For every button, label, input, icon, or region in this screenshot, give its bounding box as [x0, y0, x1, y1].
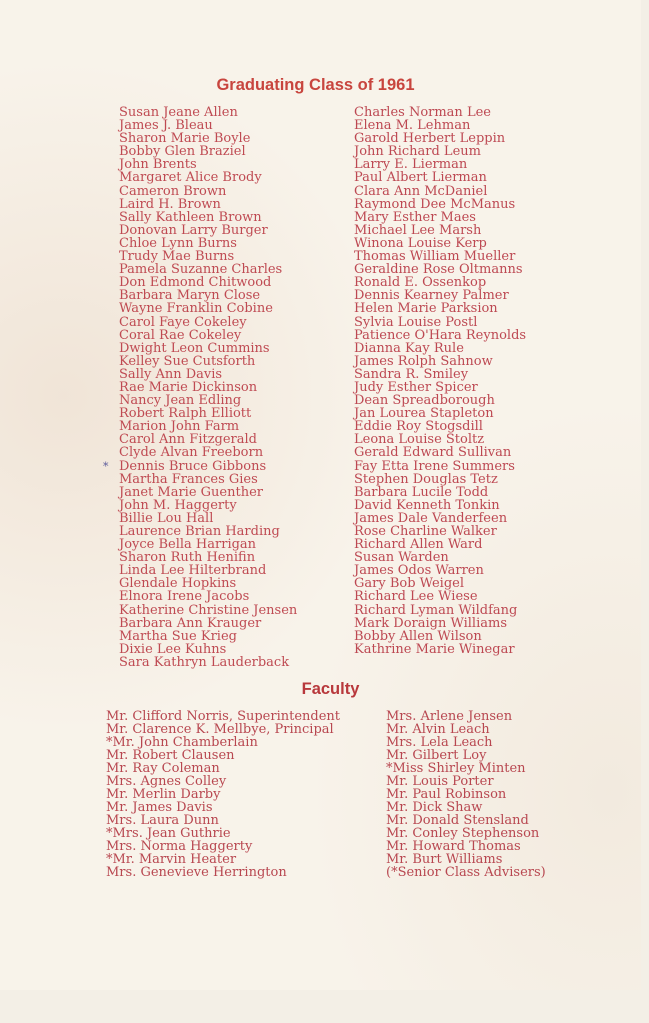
faculty-name: Mr. Clarence K. Mellbye, Principal	[106, 722, 334, 737]
graduate-name: Gerald Edward Sullivan	[354, 445, 512, 461]
graduate-name: Rose Charline Walker	[354, 524, 497, 539]
graduate-name: Carol Faye Cokeley	[119, 314, 247, 330]
graduate-name: Sharon Ruth Henifin	[119, 550, 256, 566]
graduate-name: Leona Louise Stoltz	[354, 432, 485, 448]
graduate-name: Dennis Kearney Palmer	[354, 288, 509, 304]
faculty-name: *Mrs. Jean Guthrie	[106, 826, 231, 841]
graduate-name: Carol Ann Fitzgerald	[119, 432, 258, 448]
faculty-name: Mr. Alvin Leach	[386, 722, 490, 737]
graduate-name: Coral Rae Cokeley	[119, 327, 242, 343]
graduate-name: Barbara Ann Krauger	[119, 615, 262, 631]
faculty-name: Mr. Clifford Norris, Superintendent	[106, 709, 341, 724]
faculty-name: Mr. Robert Clausen	[106, 748, 235, 763]
graduate-name: James Odos Warren	[354, 563, 484, 579]
graduate-name: Bobby Glen Braziel	[119, 144, 246, 160]
graduate-name: John Richard Leum	[354, 144, 481, 160]
graduate-name: Susan Jeane Allen	[119, 105, 238, 120]
graduate-name: Clara Ann McDaniel	[354, 183, 488, 199]
faculty-name: Mr. Ray Coleman	[106, 761, 220, 776]
faculty-name: Mr. Paul Robinson	[386, 787, 507, 802]
graduate-name: Margaret Alice Brody	[119, 170, 262, 186]
graduate-name: Elena M. Lehman	[354, 118, 471, 134]
graduate-name: Sara Kathryn Lauderback	[119, 654, 290, 670]
faculty-name: Mr. Howard Thomas	[386, 839, 521, 854]
graduate-name: Marion John Farm	[119, 419, 240, 435]
graduate-name: Judy Esther Spicer	[354, 379, 478, 395]
graduate-name: Chloe Lynn Burns	[119, 235, 237, 251]
graduate-name: Richard Lyman Wildfang	[354, 602, 518, 618]
graduate-name: Barbara Maryn Close	[119, 288, 261, 304]
graduate-name: Fay Etta Irene Summers	[354, 458, 515, 474]
graduate-name: Geraldine Rose Oltmanns	[354, 262, 523, 278]
graduate-name: Dianna Kay Rule	[354, 340, 464, 356]
graduate-name-text: Dennis Bruce Gibbons	[119, 458, 267, 474]
graduate-name: Susan Warden	[354, 550, 449, 566]
graduate-name: Richard Lee Wiese	[354, 589, 478, 605]
graduate-name: Raymond Dee McManus	[354, 196, 516, 212]
graduate-name: Dixie Lee Kuhns	[119, 641, 227, 657]
graduate-name: John Brents	[119, 157, 197, 173]
graduate-name: Don Edmond Chitwood	[119, 275, 272, 291]
graduate-name: Wayne Franklin Cobine	[119, 301, 273, 317]
faculty-name: Mr. Louis Porter	[386, 774, 494, 789]
graduate-name: James Dale Vanderfeen	[354, 510, 508, 526]
graduate-name: James J. Bleau	[119, 118, 213, 134]
graduates-list-right	[354, 106, 526, 656]
graduate-name: Kathrine Marie Winegar	[354, 641, 515, 657]
faculty-name: Mr. Gilbert Loy	[386, 748, 487, 763]
graduate-name: Cameron Brown	[119, 183, 227, 199]
graduate-name: Dwight Leon Cummins	[119, 340, 270, 356]
faculty-name: Mrs. Agnes Colley	[106, 774, 227, 789]
graduate-name: Pamela Suzanne Charles	[119, 262, 283, 278]
graduate-name: Sharon Marie Boyle	[119, 131, 251, 147]
margin-asterisk-mark: *	[103, 459, 109, 473]
faculty-list-right	[386, 710, 546, 879]
graduate-name: Trudy Mae Burns	[119, 249, 235, 265]
faculty-name: Mrs. Lela Leach	[386, 735, 493, 750]
faculty-name: *Mr. Marvin Heater	[106, 852, 237, 867]
graduate-name: Michael Lee Marsh	[354, 222, 482, 238]
graduate-name: Larry E. Lierman	[354, 157, 468, 173]
graduate-name: Glendale Hopkins	[119, 576, 237, 592]
graduate-name: Patience O'Hara Reynolds	[354, 327, 527, 343]
graduate-name: Mary Esther Maes	[354, 209, 476, 225]
graduate-name: Linda Lee Hilterbrand	[119, 563, 267, 579]
graduate-name: Donovan Larry Burger	[119, 222, 268, 238]
graduate-name: Mark Doraign Williams	[354, 615, 507, 631]
graduate-name: Paul Albert Lierman	[354, 170, 487, 186]
faculty-name: Mr. Dick Shaw	[386, 800, 483, 815]
graduate-name: Sylvia Louise Postl	[354, 314, 478, 330]
graduate-name: Dean Spreadborough	[354, 393, 495, 409]
graduate-name: Ronald E. Ossenkop	[354, 275, 487, 291]
graduate-name: Martha Sue Krieg	[119, 628, 237, 644]
graduate-name	[103, 458, 297, 474]
faculty-name: *Mr. John Chamberlain	[106, 735, 258, 750]
faculty-name: Mr. Conley Stephenson	[386, 826, 540, 841]
graduate-name: Helen Marie Parksion	[354, 301, 498, 317]
graduate-name: Kelley Sue Cutsforth	[119, 353, 256, 369]
faculty-name: Mrs. Norma Haggerty	[106, 839, 253, 854]
graduate-name: John M. Haggerty	[119, 497, 237, 513]
faculty-name: Mrs. Genevieve Herrington	[106, 865, 287, 880]
graduate-name: Stephen Douglas Tetz	[354, 471, 498, 487]
faculty-name: Mr. Merlin Darby	[106, 787, 221, 802]
graduate-name: Gary Bob Weigel	[354, 576, 464, 592]
graduate-name: Sally Kathleen Brown	[119, 209, 262, 225]
faculty-title: Faculty	[301, 680, 360, 698]
faculty-name: *Miss Shirley Minten	[386, 761, 526, 776]
graduate-name: Janet Marie Guenther	[119, 484, 263, 500]
graduate-name: Elnora Irene Jacobs	[119, 589, 250, 605]
faculty-name: Mr. Donald Stensland	[386, 813, 529, 828]
graduate-name: Nancy Jean Edling	[119, 393, 242, 409]
faculty-name: Mr. James Davis	[106, 800, 213, 815]
graduate-name: Sandra R. Smiley	[354, 366, 469, 382]
graduate-name: Richard Allen Ward	[354, 537, 483, 553]
graduate-name: Jan Lourea Stapleton	[354, 406, 494, 422]
faculty-name: Mrs. Arlene Jensen	[386, 709, 513, 724]
class-title: Graduating Class of 1961	[216, 76, 415, 94]
graduate-name: Charles Norman Lee	[354, 105, 491, 120]
graduates-list-left	[103, 105, 298, 670]
graduate-name: Laurence Brian Harding	[119, 524, 280, 539]
graduate-name: Eddie Roy Stogsdill	[354, 419, 483, 435]
graduate-name: Laird H. Brown	[119, 196, 221, 212]
graduate-name: Winona Louise Kerp	[354, 235, 487, 251]
graduate-name: David Kenneth Tonkin	[354, 497, 500, 513]
faculty-list-left	[106, 710, 340, 879]
graduate-name: Katherine Christine Jensen	[119, 602, 298, 618]
graduate-name: Robert Ralph Elliott	[119, 406, 252, 422]
graduate-name: Thomas William Mueller	[354, 249, 516, 265]
faculty-name: Mr. Burt Williams	[386, 852, 503, 867]
graduate-name: Garold Herbert Leppin	[354, 131, 506, 147]
senior-advisers-note: (*Senior Class Advisers)	[386, 865, 546, 880]
graduate-name: Bobby Allen Wilson	[354, 628, 482, 644]
graduate-name: Rae Marie Dickinson	[119, 379, 258, 395]
graduate-name: Martha Frances Gies	[119, 471, 258, 487]
graduate-name: Barbara Lucile Todd	[354, 484, 489, 500]
graduate-name: James Rolph Sahnow	[354, 353, 493, 369]
graduate-name: Sally Ann Davis	[119, 366, 223, 382]
graduate-name: Billie Lou Hall	[119, 510, 214, 526]
graduate-name: Clyde Alvan Freeborn	[119, 445, 264, 461]
graduate-name: Joyce Bella Harrigan	[119, 537, 257, 553]
faculty-name: Mrs. Laura Dunn	[106, 813, 219, 828]
